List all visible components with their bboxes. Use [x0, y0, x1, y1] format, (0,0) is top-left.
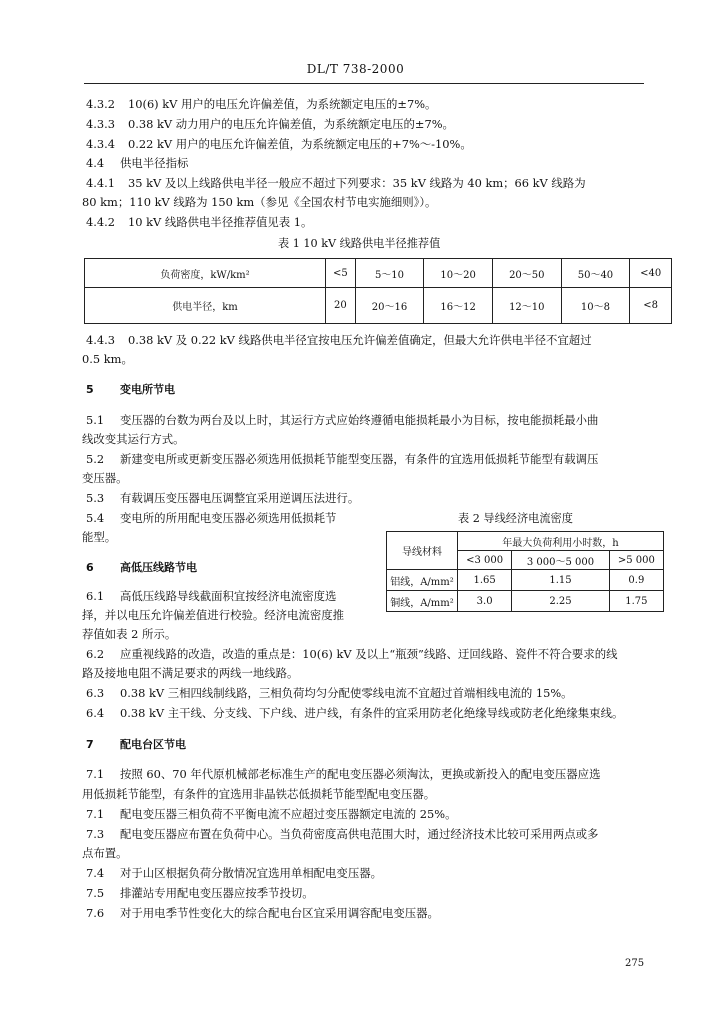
clause-text: 应重视线路的改造，改造的重点是：10(6) kV 及以上“瓶颈”线路、迂回线路、瓷件不符合要求的线: [120, 647, 618, 661]
table2-col-header: >5 000: [609, 551, 663, 570]
clause-number: 7.6: [86, 906, 105, 920]
clause-text: 配电变压器应布置在负荷中心。当负荷密度高供电范围大时，通过经济技术比较可采用两点或多: [120, 827, 599, 841]
table-row: [387, 591, 664, 612]
clause-number: 4.3.4: [86, 137, 115, 151]
table1-caption: 表 1 10 kV 线路供电半径推荐值: [278, 237, 441, 250]
clause-text: 供电半径指标: [120, 156, 189, 170]
clause-7-1: [86, 765, 666, 785]
table1-cell: 10～8: [561, 288, 630, 324]
clause-5-4-cont: 能型。: [82, 530, 117, 544]
section-title: 配电台区节电: [120, 738, 186, 751]
table1-cell: <5: [326, 259, 356, 288]
clause-number: 6.4: [86, 706, 105, 720]
table1-cell: 20～16: [355, 288, 424, 324]
clause-4-3-3: [86, 115, 666, 135]
document-code: DL/T 738-2000: [306, 62, 405, 76]
clause-6-1: [86, 587, 376, 607]
table1-cell: <40: [630, 259, 672, 288]
clause-text: 变压器的台数为两台及以上时，其运行方式应始终遵循电能损耗最小为目标，按电能损耗最小曲: [120, 413, 599, 427]
clause-7-1-cont: 用低损耗节能型，有条件的宜选用非晶铁芯低损耗节能型配电变压器。: [82, 787, 436, 801]
clause-text: 排灌站专用配电变压器应按季节投切。: [120, 886, 314, 900]
table2-cell: 3.0: [458, 591, 512, 612]
table1-cell: 10～20: [424, 259, 493, 288]
table2-corner: 导线材料: [387, 532, 458, 570]
clause-number: 4.4.2: [86, 215, 115, 229]
section-5-heading: [86, 380, 666, 400]
clause-text: 有载调压变压器电压调整宜采用逆调压法进行。: [120, 491, 360, 505]
header-rule: [84, 83, 644, 84]
clause-6-2-cont: 路及接地电阻不满足要求的两线一地线路。: [82, 666, 299, 680]
table2-col-header: 3 000～5 000: [512, 551, 609, 570]
clause-text: 变电所的所用配电变压器必须选用低损耗节: [120, 511, 337, 525]
section-title: 变电所节电: [120, 383, 175, 396]
clause-number: 7.5: [86, 886, 105, 900]
table1: [84, 258, 672, 324]
clause-number: 5.1: [86, 413, 105, 427]
section-number: 7: [86, 738, 94, 751]
table1-cell: 12～10: [492, 288, 561, 324]
clause-7-4: [86, 864, 666, 884]
clause-4-3-4: [86, 135, 666, 155]
clause-text: 10(6) kV 用户的电压允许偏差值，为系统额定电压的±7%。: [128, 97, 437, 111]
table2-cell: 1.65: [458, 570, 512, 591]
table1-row-header: 供电半径，km: [85, 288, 326, 324]
table2-group-header: 年最大负荷利用小时数，h: [458, 532, 664, 551]
clause-7-3-cont: 点布置。: [82, 846, 128, 860]
section-7-heading: [86, 735, 666, 755]
clause-6-1-cont2: 荐值如表 2 所示。: [82, 627, 177, 641]
table-row: [85, 259, 672, 288]
clause-5-1-cont: 线改变其运行方式。: [82, 432, 185, 446]
clause-6-3: [86, 684, 666, 704]
clause-number: 6.3: [86, 686, 105, 700]
clause-text: 10 kV 线路供电半径推荐值见表 1。: [128, 215, 313, 229]
clause-4-4-2: [86, 213, 666, 233]
clause-4-3-2: [86, 95, 666, 115]
table1-cell: 20～50: [492, 259, 561, 288]
table1-cell: 16～12: [424, 288, 493, 324]
clause-text: 高低压线路导线截面积宜按经济电流密度选: [120, 589, 337, 603]
clause-5-2-cont: 变压器。: [82, 471, 128, 485]
clause-5-4: [86, 509, 376, 529]
clause-number: 5.3: [86, 491, 105, 505]
clause-6-2: [86, 645, 666, 665]
table-row: [85, 288, 672, 324]
table1-cell: 5～10: [355, 259, 424, 288]
table2-cell: 1.15: [512, 570, 609, 591]
table2-cell: 2.25: [512, 591, 609, 612]
clause-5-1: [86, 411, 666, 431]
clause-number: 4.4.3: [86, 333, 115, 347]
section-number: 5: [86, 383, 94, 396]
clause-4-4-3: [86, 331, 666, 351]
table2-caption: 表 2 导线经济电流密度: [458, 512, 573, 525]
clause-text: 配电变压器三相负荷不平衡电流不应超过变压器额定电流的 25%。: [120, 807, 457, 821]
clause-5-3: [86, 489, 666, 509]
clause-number: 7.1: [86, 807, 105, 821]
clause-text: 按照 60、70 年代原机械部老标准生产的配电变压器必须淘汰，更换或新投入的配电变压器应选: [120, 767, 601, 781]
table-row: [387, 532, 664, 551]
table2-row-label: 铝线，A/mm²: [387, 570, 458, 591]
table1-cell: <8: [630, 288, 672, 324]
table2-col-header: <3 000: [458, 551, 512, 570]
clause-7-6: [86, 904, 666, 924]
clause-text: 0.38 kV 及 0.22 kV 线路供电半径宜按电压允许偏差值确定，但最大允许供电半径不宜超过: [128, 333, 592, 347]
clause-text: 对于山区根据负荷分散情况宜选用单相配电变压器。: [120, 866, 382, 880]
clause-text: 新建变电所或更新变压器必须选用低损耗节能型变压器，有条件的宜选用低损耗节能型有载调压: [120, 452, 599, 466]
table2-row-label: 铜线，A/mm²: [387, 591, 458, 612]
clause-6-1-cont: 择，并以电压允许偏差值进行校验。经济电流密度推: [82, 608, 344, 622]
clause-number: 6.2: [86, 647, 105, 661]
clause-5-2: [86, 450, 666, 470]
clause-number: 5.4: [86, 511, 105, 525]
clause-text: 0.38 kV 三相四线制线路，三相负荷均匀分配使零线电流不宜超过首端相线电流的 15%。: [120, 686, 573, 700]
page-number: 275: [625, 958, 645, 969]
clause-6-4: [86, 704, 666, 724]
table2-cell: 0.9: [609, 570, 663, 591]
clause-number: 7.3: [86, 827, 105, 841]
clause-number: 4.3.3: [86, 117, 115, 131]
clause-text: 对于用电季节性变化大的综合配电台区宜采用调容配电变压器。: [120, 906, 439, 920]
clause-number: 4.4: [86, 156, 105, 170]
clause-text: 0.38 kV 主干线、分支线、下户线、进户线，有条件的宜采用防老化绝缘导线或防老化绝缘集束线。: [120, 706, 624, 720]
clause-7-5: [86, 884, 666, 904]
table1-row-header: 负荷密度，kW/km²: [85, 259, 326, 288]
clause-7-2: [86, 805, 666, 825]
clause-7-3: [86, 825, 666, 845]
section-6-heading: [86, 558, 376, 578]
clause-number: 7.4: [86, 866, 105, 880]
table2: [386, 531, 664, 612]
clause-number: 5.2: [86, 452, 105, 466]
clause-number: 4.3.2: [86, 97, 115, 111]
clause-number: 6.1: [86, 589, 105, 603]
clause-text: 35 kV 及以上线路供电半径一般应不超过下列要求：35 kV 线路为 40 km；66 kV 线路为: [128, 176, 586, 190]
table1-cell: 20: [326, 288, 356, 324]
clause-text: 0.38 kV 动力用户的电压允许偏差值，为系统额定电压的±7%。: [128, 117, 454, 131]
table-row: [387, 570, 664, 591]
clause-4-4-1-cont: 80 km；110 kV 线路为 150 km（参见《全国农村节电实施细则》）。: [82, 195, 437, 209]
section-number: 6: [86, 561, 94, 574]
clause-number: 4.4.1: [86, 176, 115, 190]
clause-text: 0.22 kV 用户的电压允许偏差值，为系统额定电压的+7%～-10%。: [128, 137, 472, 151]
clause-number: 7.1: [86, 767, 105, 781]
clause-4-4-1: [86, 174, 666, 194]
clause-4-4-3-cont: 0.5 km。: [82, 352, 133, 366]
clause-4-4: [86, 154, 666, 174]
table1-cell: 50～40: [561, 259, 630, 288]
section-title: 高低压线路节电: [120, 561, 197, 574]
table2-cell: 1.75: [609, 591, 663, 612]
